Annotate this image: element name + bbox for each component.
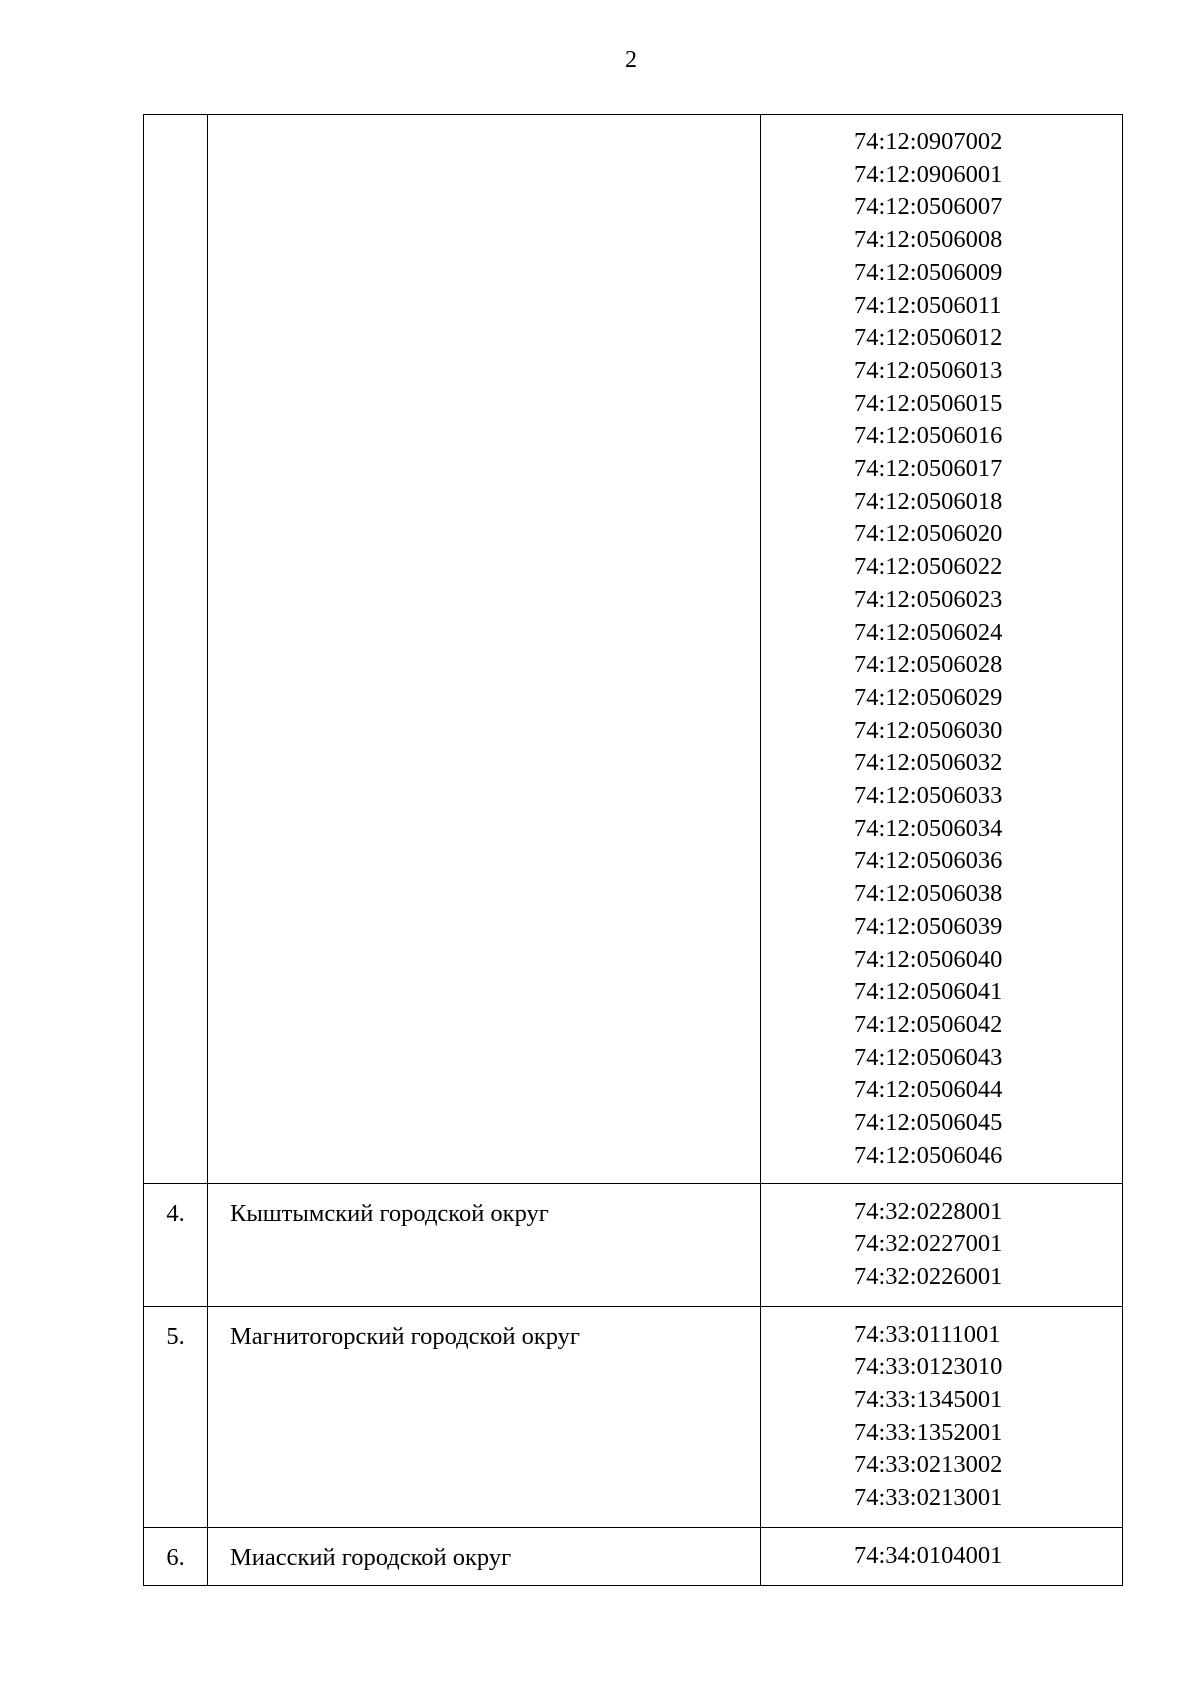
cadastral-code: 74:33:0123010	[854, 1353, 1003, 1381]
table-row	[144, 1527, 1123, 1585]
cadastral-code: 74:12:0506042	[854, 1010, 1003, 1038]
cadastral-code: 74:12:0506020	[854, 520, 1003, 548]
cadastral-code: 74:12:0506041	[854, 978, 1003, 1006]
cadastral-code: 74:12:0907002	[854, 128, 1003, 155]
table-row	[144, 1183, 1123, 1306]
cadastral-code: 74:12:0506030	[854, 716, 1003, 744]
cadastral-code: 74:12:0506029	[854, 683, 1003, 711]
cadastral-code: 74:12:0506046	[854, 1141, 1003, 1169]
cadastral-code: 74:12:0506022	[854, 553, 1003, 581]
cadastral-codes-cell	[761, 1183, 1123, 1306]
cadastral-codes-cell	[761, 1527, 1123, 1585]
cadastral-code: 74:12:0506018	[854, 487, 1003, 515]
municipality-name	[208, 115, 761, 1184]
page-number: 2	[625, 47, 637, 73]
row-number: 6.	[144, 1527, 208, 1585]
row-number: 5.	[144, 1306, 208, 1527]
cadastral-code: 74:12:0506024	[854, 618, 1003, 646]
cadastral-code: 74:12:0506008	[854, 226, 1003, 254]
cadastral-code: 74:32:0227001	[854, 1230, 1003, 1258]
cadastral-code: 74:12:0506028	[854, 651, 1003, 679]
cadastral-codes-cell	[761, 115, 1123, 1184]
row-number	[144, 115, 208, 1184]
cadastral-code: 74:12:0506034	[854, 814, 1003, 842]
cadastral-codes-cell	[761, 1306, 1123, 1527]
cadastral-code: 74:12:0506017	[854, 455, 1003, 483]
cadastral-code: 74:12:0506032	[854, 749, 1003, 777]
cadastral-code: 74:33:1345001	[854, 1386, 1003, 1414]
cadastral-code: 74:12:0506007	[854, 193, 1003, 221]
cadastral-code: 74:33:0213002	[854, 1451, 1003, 1479]
cadastral-code: 74:33:0213001	[854, 1484, 1003, 1512]
table-body	[144, 115, 1123, 1586]
cadastral-code: 74:12:0506039	[854, 912, 1003, 940]
municipality-name: Миасский городской округ	[208, 1527, 761, 1585]
cadastral-table	[143, 114, 1123, 1586]
cadastral-code: 74:12:0506009	[854, 258, 1003, 286]
table-row	[144, 1306, 1123, 1527]
municipality-name: Кыштымский городской округ	[208, 1183, 761, 1306]
cadastral-code: 74:12:0506012	[854, 324, 1003, 352]
cadastral-code: 74:12:0506016	[854, 422, 1003, 450]
cadastral-code: 74:12:0506038	[854, 880, 1003, 908]
cadastral-code: 74:34:0104001	[854, 1541, 1003, 1569]
row-number: 4.	[144, 1183, 208, 1306]
cadastral-code: 74:12:0506023	[854, 585, 1003, 613]
cadastral-code: 74:12:0506033	[854, 782, 1003, 810]
cadastral-code: 74:12:0506036	[854, 847, 1003, 875]
cadastral-code: 74:12:0506013	[854, 356, 1003, 384]
cadastral-code: 74:12:0506015	[854, 389, 1003, 417]
cadastral-code: 74:12:0506040	[854, 945, 1003, 973]
cadastral-code: 74:33:1352001	[854, 1418, 1003, 1446]
municipality-name: Магнитогорский городской округ	[208, 1306, 761, 1527]
cadastral-code: 74:33:0111001	[854, 1320, 1001, 1348]
cadastral-code: 74:12:0506011	[854, 291, 1002, 319]
cadastral-code: 74:32:0228001	[854, 1197, 1003, 1225]
table-row	[144, 115, 1123, 1184]
cadastral-code: 74:12:0906001	[854, 160, 1003, 188]
cadastral-code: 74:32:0226001	[854, 1262, 1003, 1290]
cadastral-code: 74:12:0506044	[854, 1076, 1003, 1104]
cadastral-code: 74:12:0506045	[854, 1109, 1003, 1137]
cadastral-code: 74:12:0506043	[854, 1043, 1003, 1071]
